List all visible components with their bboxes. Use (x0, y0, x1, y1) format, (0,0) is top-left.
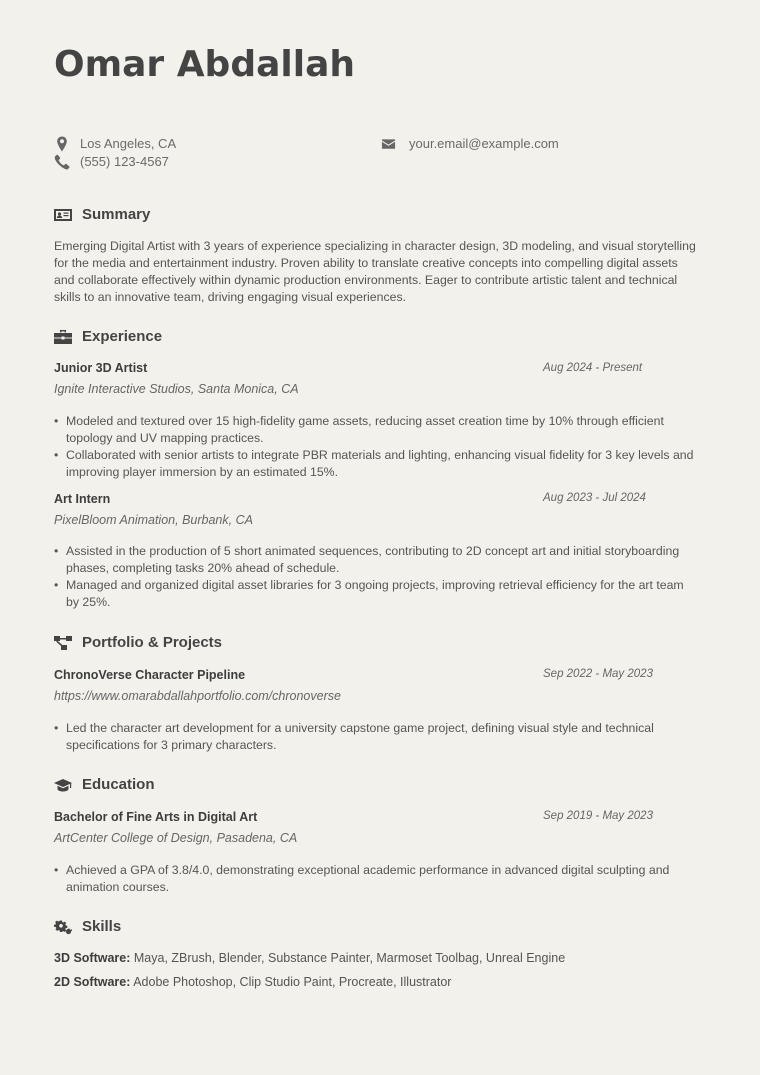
contact-email (381, 136, 641, 152)
job-company: PixelBloom Animation, Burbank, CA (54, 513, 253, 527)
list-item: • Modeled and textured over 15 high-fidelity game assets, reducing asset creation time by 10% through efficient topology and UV mapping practices. (54, 413, 699, 447)
summary-text: Emerging Digital Artist with 3 years of experience specializing in character design, 3D modeling, and visual storytelling for the media and entertainment industry. Proven ability to translate creative concepts into compelling digital assets and collaborate effectively within dynamic production environments. Eager to contribute artistic talent and technical skills to an innovative team, driving engaging visual experiences. (54, 239, 696, 304)
id-card-icon (54, 207, 72, 223)
list-item: • Managed and organized digital asset libraries for 3 ongoing projects, improving retrieval efficiency for the art team by 25%. (54, 577, 699, 611)
contact-phone (54, 154, 314, 170)
briefcase-icon (54, 329, 72, 345)
list-item: • Collaborated with senior artists to integrate PBR materials and lighting, enhancing visual fidelity for 3 key levels and improving player immersion by an estimated 15%. (54, 447, 699, 481)
contact-location (54, 136, 314, 152)
phone-text: (555) 123-4567 (80, 154, 169, 169)
location-text: Los Angeles, CA (80, 136, 177, 151)
project-title: ChronoVerse Character Pipeline (54, 668, 246, 682)
skills-title: Skills (82, 918, 122, 935)
job-bullets (54, 543, 699, 611)
job-title: Junior 3D Artist (54, 361, 148, 375)
envelope-icon (381, 136, 396, 152)
summary-title: Summary (82, 206, 151, 223)
skill-row (54, 975, 451, 989)
job-date: Aug 2023 - Jul 2024 (543, 492, 646, 504)
skill-value: Adobe Photoshop, Clip Studio Paint, Procreate, Illustrator (133, 975, 452, 989)
gears-icon (54, 919, 72, 935)
map-pin-icon (54, 136, 70, 152)
project-bullets (54, 720, 699, 754)
list-item: • Achieved a GPA of 3.8/4.0, demonstrating exceptional academic performance in advanced digital sculpting and animation courses. (54, 862, 699, 896)
skill-label: 3D Software: (54, 951, 131, 965)
project-link[interactable]: https://www.omarabdallahportfolio.com/chronoverse (54, 689, 341, 703)
education-title: Education (82, 776, 155, 793)
job-bullets (54, 413, 699, 481)
experience-title: Experience (82, 328, 163, 345)
list-item: • Assisted in the production of 5 short animated sequences, contributing to 2D concept art and initial storyboarding phases, completing tasks 20% ahead of schedule. (54, 543, 699, 577)
degree-title: Bachelor of Fine Arts in Digital Art (54, 810, 258, 824)
sitemap-icon (54, 635, 72, 651)
phone-icon (54, 154, 70, 170)
job-company: Ignite Interactive Studios, Santa Monica, CA (54, 382, 299, 396)
job-title: Art Intern (54, 492, 111, 506)
skill-value: Maya, ZBrush, Blender, Substance Painter, Marmoset Toolbag, Unreal Engine (133, 951, 566, 965)
skill-row (54, 951, 565, 965)
education-date: Sep 2019 - May 2023 (543, 810, 653, 822)
email-text[interactable]: your.email@example.com (409, 136, 559, 151)
list-item: • Led the character art development for a university capstone game project, defining visual style and technical specifications for 3 primary characters. (54, 720, 699, 754)
education-bullets (54, 862, 699, 896)
project-date: Sep 2022 - May 2023 (543, 668, 653, 680)
school-name: ArtCenter College of Design, Pasadena, CA (54, 831, 298, 845)
candidate-name: Omar Abdallah (54, 44, 355, 85)
projects-title: Portfolio & Projects (82, 634, 223, 651)
skill-label: 2D Software: (54, 975, 131, 989)
graduation-cap-icon (54, 777, 72, 793)
job-date: Aug 2024 - Present (543, 362, 643, 374)
